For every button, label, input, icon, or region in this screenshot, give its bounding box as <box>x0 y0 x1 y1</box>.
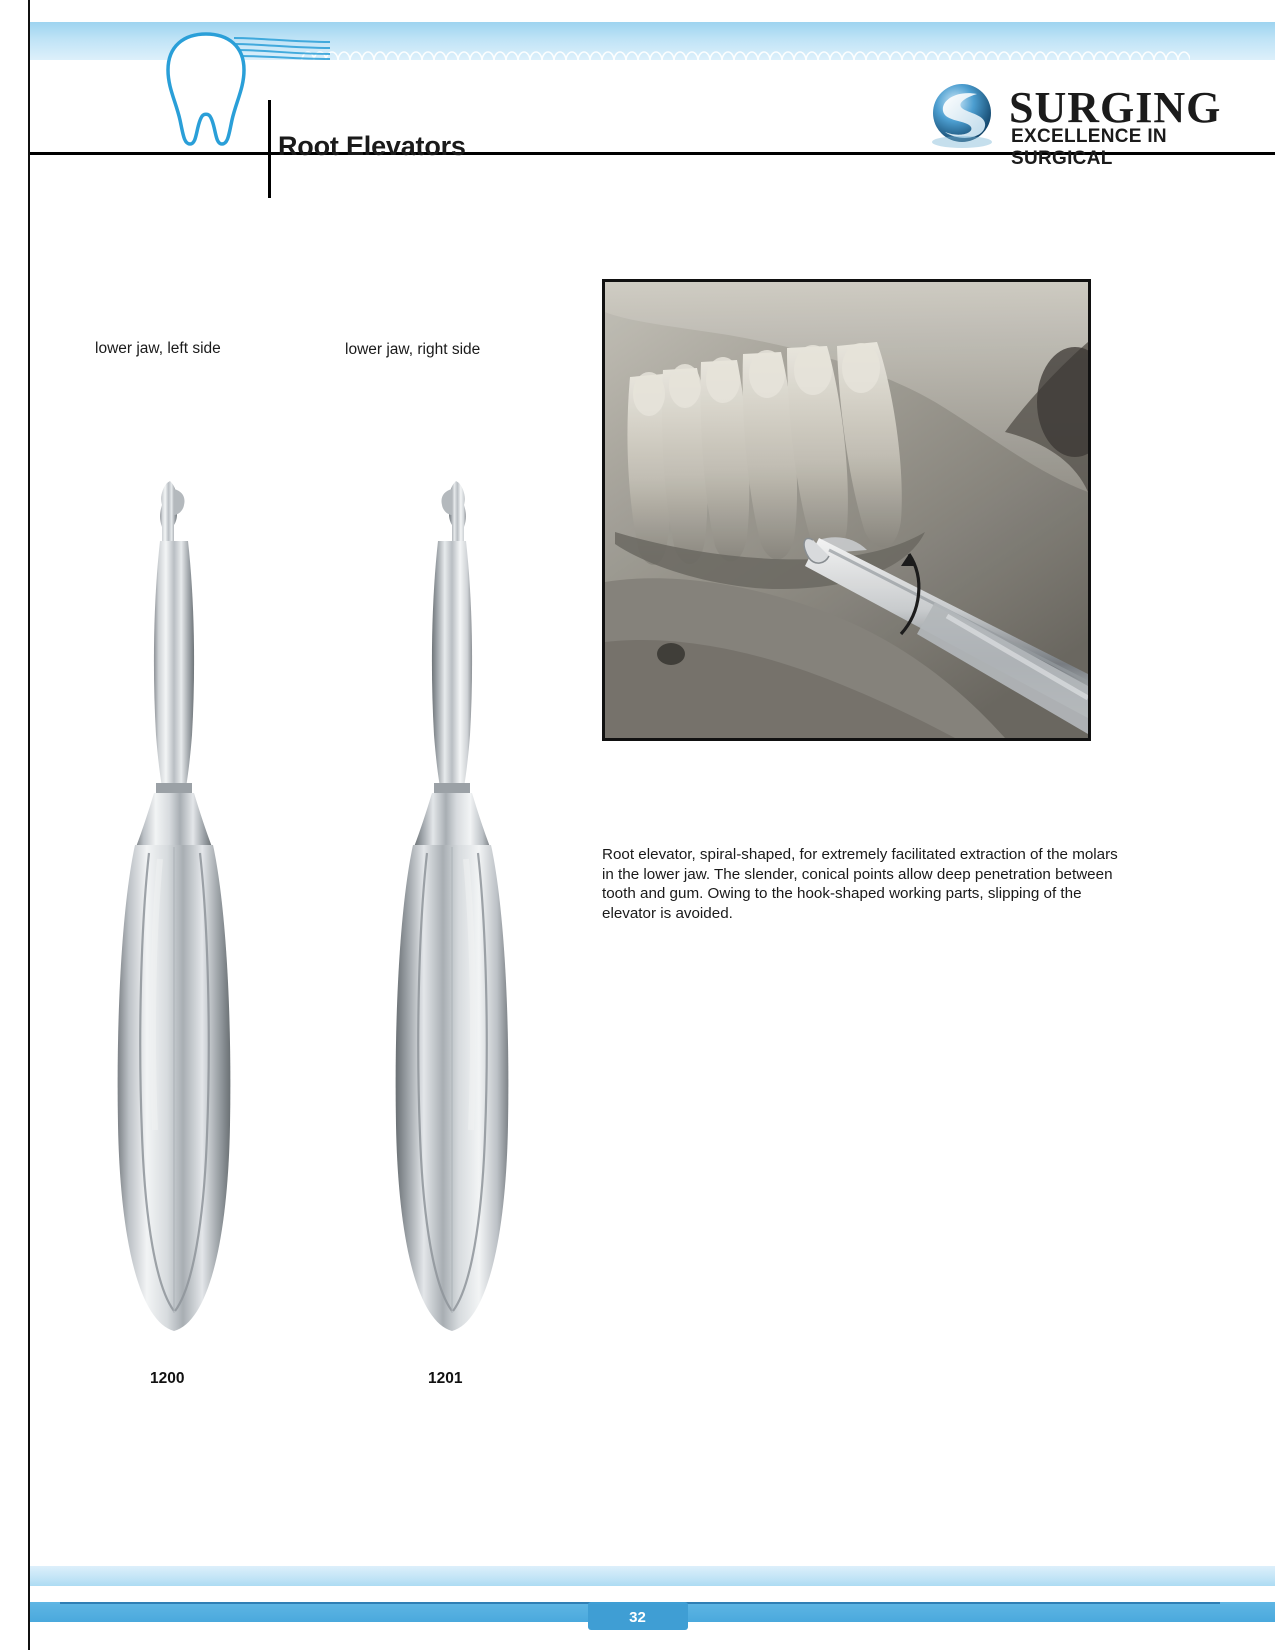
brand-tagline: EXCELLENCE IN SURGICAL <box>1011 126 1167 169</box>
left-page-edge-inner <box>0 0 28 1650</box>
caption-left: lower jaw, left side <box>95 340 221 357</box>
instrument-image-1200 <box>104 475 244 1355</box>
header-vertical-rule <box>268 100 271 198</box>
instrument-code-1201: 1201 <box>428 1370 463 1387</box>
instrument-image-1201 <box>382 475 522 1355</box>
left-page-edge <box>0 0 30 1650</box>
brand-name: SURGING <box>1009 83 1222 132</box>
page-title: Root Elevators <box>278 131 466 162</box>
clinical-photo <box>602 279 1091 741</box>
product-description: Root elevator, spiral-shaped, for extremely facilitated extraction of the molars in the lower jaw. The slender, conical points allow deep penetration between tooth and gum. Owing to the hook-shaped working parts, slipping of the elevator is avoided. <box>602 846 1118 922</box>
header-chain-decoration <box>300 50 1190 76</box>
footer-light-band <box>0 1566 1275 1588</box>
s-swoosh-icon <box>927 80 1001 150</box>
brand-logo <box>927 80 1247 169</box>
instrument-code-1200: 1200 <box>150 1370 185 1387</box>
page-number: 32 <box>629 1609 646 1626</box>
tooth-icon <box>160 28 252 150</box>
caption-right: lower jaw, right side <box>345 341 481 358</box>
